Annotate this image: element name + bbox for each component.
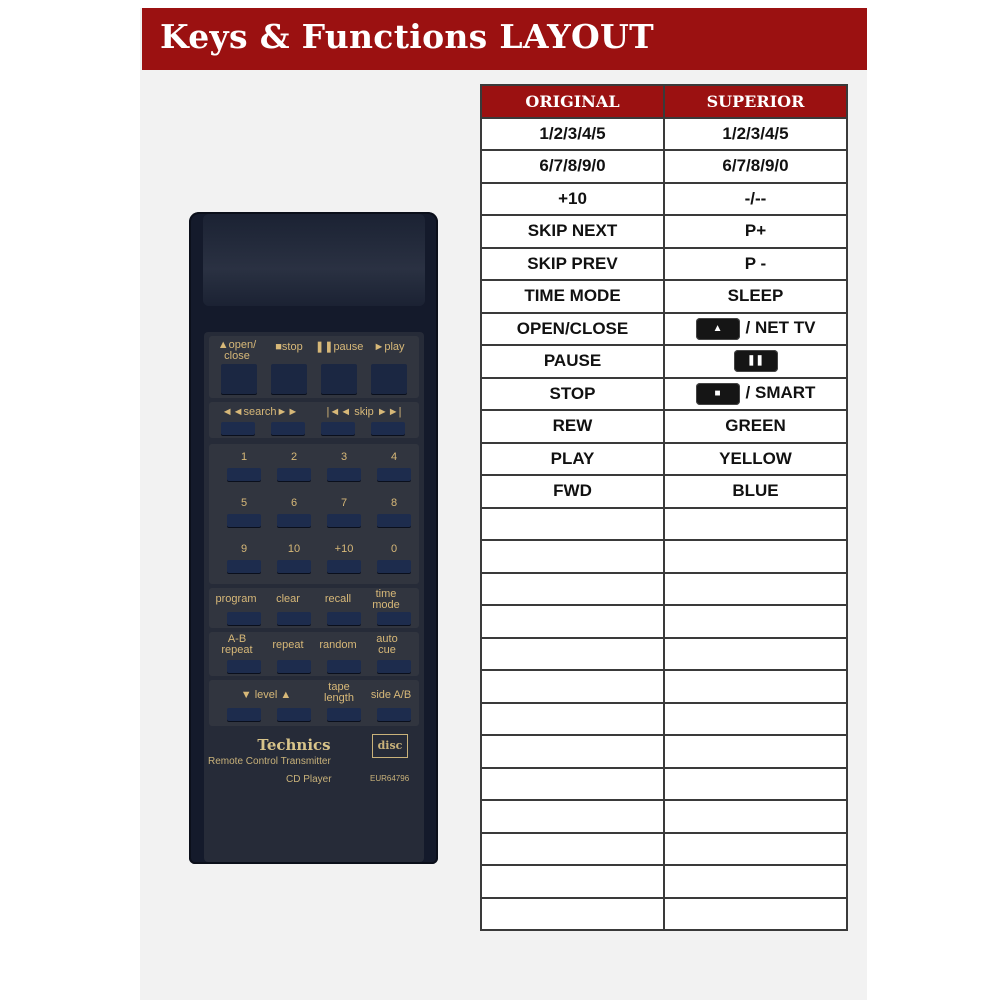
remote-clear-button — [277, 612, 311, 625]
original-key-cell: FWD — [481, 475, 664, 508]
table-row — [481, 118, 847, 151]
remote-label-tape-length: tape length — [324, 681, 354, 704]
original-key-cell — [481, 865, 664, 898]
original-key-cell: SKIP NEXT — [481, 215, 664, 248]
remote-label-program: program — [215, 593, 257, 605]
original-key-cell: PLAY — [481, 443, 664, 476]
table-row — [481, 378, 847, 411]
superior-key-cell — [664, 508, 847, 541]
remote-label-auto-cue: auto cue — [376, 633, 398, 656]
original-key-cell — [481, 833, 664, 866]
remote-control-image — [189, 212, 438, 864]
superior-key-cell: P - — [664, 248, 847, 281]
superior-key-cell — [664, 735, 847, 768]
superior-key-cell: SLEEP — [664, 280, 847, 313]
remote-label-10: 10 — [287, 543, 301, 555]
remote-label-5: 5 — [240, 497, 248, 509]
table-row — [481, 768, 847, 801]
remote-label-play: ►play — [373, 341, 405, 353]
superior-key-cell — [664, 605, 847, 638]
original-key-cell — [481, 605, 664, 638]
superior-key-cell — [664, 540, 847, 573]
remote-num-button — [227, 560, 261, 573]
superior-key-cell — [664, 800, 847, 833]
eject-icon: ▲ — [696, 318, 740, 340]
table-row — [481, 248, 847, 281]
remote-label-7: 7 — [340, 497, 348, 509]
remote-stop-button — [271, 364, 307, 394]
remote-play-button — [371, 364, 407, 394]
remote-label-1: 1 — [240, 451, 248, 463]
remote-tape-length-button — [327, 708, 361, 721]
program-section — [209, 588, 419, 628]
remote-open-close-button — [221, 364, 257, 394]
original-key-cell — [481, 573, 664, 606]
remote-program-button — [227, 612, 261, 625]
table-row — [481, 410, 847, 443]
remote-top-window — [203, 214, 425, 306]
original-key-cell — [481, 800, 664, 833]
table-row — [481, 215, 847, 248]
original-key-cell — [481, 540, 664, 573]
table-row — [481, 670, 847, 703]
remote-num-button — [327, 468, 361, 481]
remote-label-0: 0 — [390, 543, 398, 555]
original-key-cell — [481, 898, 664, 931]
original-key-cell: PAUSE — [481, 345, 664, 378]
remote-random-button — [327, 660, 361, 673]
remote-label-recall: recall — [324, 593, 352, 605]
original-key-cell — [481, 508, 664, 541]
superior-key-cell — [664, 573, 847, 606]
original-key-cell: REW — [481, 410, 664, 443]
superior-key-cell: 1/2/3/4/5 — [664, 118, 847, 151]
key-mapping-table — [480, 84, 848, 931]
remote-label-repeat: repeat — [272, 639, 304, 651]
compact-disc-logo: disc — [372, 734, 408, 758]
superior-key-cell — [664, 313, 847, 346]
superior-key-cell: 6/7/8/9/0 — [664, 150, 847, 183]
table-body — [481, 118, 847, 931]
remote-label-9: 9 — [240, 543, 248, 555]
original-key-cell: 6/7/8/9/0 — [481, 150, 664, 183]
remote-button-panel — [204, 332, 424, 862]
eject-icon: ▲ — [217, 339, 229, 351]
remote-ab-repeat-button — [227, 660, 261, 673]
original-key-cell — [481, 670, 664, 703]
table-row — [481, 313, 847, 346]
table-row — [481, 800, 847, 833]
table-row — [481, 280, 847, 313]
remote-num-button — [227, 468, 261, 481]
remote-brand-logo: Technics — [257, 736, 331, 754]
superior-key-cell — [664, 378, 847, 411]
remote-num-button — [377, 514, 411, 527]
remote-label-8: 8 — [390, 497, 398, 509]
original-key-cell: STOP — [481, 378, 664, 411]
original-key-cell — [481, 638, 664, 671]
remote-num-button — [277, 560, 311, 573]
remote-repeat-button — [277, 660, 311, 673]
remote-model-label: EUR64796 — [370, 774, 410, 783]
table-row — [481, 735, 847, 768]
original-key-cell: +10 — [481, 183, 664, 216]
superior-key-text: / NET TV — [745, 318, 816, 338]
remote-fwd-button — [271, 422, 305, 435]
remote-skip-next-button — [371, 422, 405, 435]
superior-key-cell: GREEN — [664, 410, 847, 443]
remote-num-button — [277, 514, 311, 527]
remote-label-3: 3 — [340, 451, 348, 463]
original-key-cell: TIME MODE — [481, 280, 664, 313]
remote-subtitle: Remote Control Transmitter — [208, 756, 331, 767]
superior-key-cell — [664, 833, 847, 866]
remote-num-button — [277, 468, 311, 481]
superior-key-cell — [664, 865, 847, 898]
table-row — [481, 605, 847, 638]
table-row — [481, 865, 847, 898]
remote-product-label: CD Player — [286, 774, 332, 785]
superior-key-cell — [664, 898, 847, 931]
superior-key-cell — [664, 345, 847, 378]
remote-rew-button — [221, 422, 255, 435]
remote-pause-button — [321, 364, 357, 394]
column-header-original: ORIGINAL — [481, 85, 664, 118]
number-section — [209, 444, 419, 584]
remote-label-side-ab: side A/B — [370, 689, 412, 701]
remote-num-button — [327, 514, 361, 527]
remote-label-time-mode: time mode — [372, 588, 400, 611]
remote-label-pause: ❚❚pause — [315, 341, 364, 353]
remote-recall-button — [327, 612, 361, 625]
remote-num-button — [377, 468, 411, 481]
table-row — [481, 638, 847, 671]
superior-key-cell — [664, 768, 847, 801]
superior-key-cell: P+ — [664, 215, 847, 248]
page-title: Keys & Functions LAYOUT — [160, 17, 654, 56]
table-row — [481, 475, 847, 508]
remote-num-button — [227, 514, 261, 527]
table-row — [481, 703, 847, 736]
remote-label-4: 4 — [390, 451, 398, 463]
table-row — [481, 540, 847, 573]
superior-key-cell — [664, 670, 847, 703]
superior-key-cell — [664, 638, 847, 671]
table-header-row — [481, 85, 847, 118]
remote-label-skip: |◄◄ skip ►►| — [326, 406, 402, 418]
table-row — [481, 345, 847, 378]
superior-key-cell: YELLOW — [664, 443, 847, 476]
remote-num-button — [377, 560, 411, 573]
table-row — [481, 573, 847, 606]
original-key-cell: OPEN/CLOSE — [481, 313, 664, 346]
remote-label-clear: clear — [276, 593, 300, 605]
remote-time-mode-button — [377, 612, 411, 625]
original-key-cell: SKIP PREV — [481, 248, 664, 281]
stop-icon: ■ — [696, 383, 740, 405]
original-key-cell — [481, 735, 664, 768]
original-key-cell: 1/2/3/4/5 — [481, 118, 664, 151]
column-header-superior: SUPERIOR — [664, 85, 847, 118]
superior-key-cell: -/-- — [664, 183, 847, 216]
original-key-cell — [481, 768, 664, 801]
level-section — [209, 680, 419, 726]
remote-label-open-close: ▲open/ close — [217, 339, 257, 362]
remote-label-6: 6 — [290, 497, 298, 509]
search-skip-section — [209, 402, 419, 438]
table-row — [481, 443, 847, 476]
superior-key-text: / SMART — [745, 383, 816, 403]
pause-icon: ❚❚ — [734, 350, 778, 372]
remote-label-2: 2 — [290, 451, 298, 463]
transport-section — [209, 336, 419, 398]
remote-label-level: ▼ level ▲ — [240, 689, 292, 701]
table-row — [481, 183, 847, 216]
table-row — [481, 150, 847, 183]
table-row — [481, 898, 847, 931]
table-row — [481, 833, 847, 866]
superior-key-cell — [664, 703, 847, 736]
remote-level-up-button — [277, 708, 311, 721]
original-key-cell — [481, 703, 664, 736]
table-row — [481, 508, 847, 541]
title-banner — [142, 8, 867, 70]
remote-label-plus10: +10 — [334, 543, 354, 555]
remote-label-stop: ■stop — [275, 341, 303, 353]
remote-auto-cue-button — [377, 660, 411, 673]
remote-skip-prev-button — [321, 422, 355, 435]
remote-label-search: ◄◄search►► — [221, 406, 299, 418]
remote-num-button — [327, 560, 361, 573]
remote-label-random: random — [319, 639, 357, 651]
remote-level-down-button — [227, 708, 261, 721]
repeat-section — [209, 632, 419, 676]
remote-side-ab-button — [377, 708, 411, 721]
remote-label-ab-repeat: A-B repeat — [221, 633, 253, 656]
superior-key-cell: BLUE — [664, 475, 847, 508]
